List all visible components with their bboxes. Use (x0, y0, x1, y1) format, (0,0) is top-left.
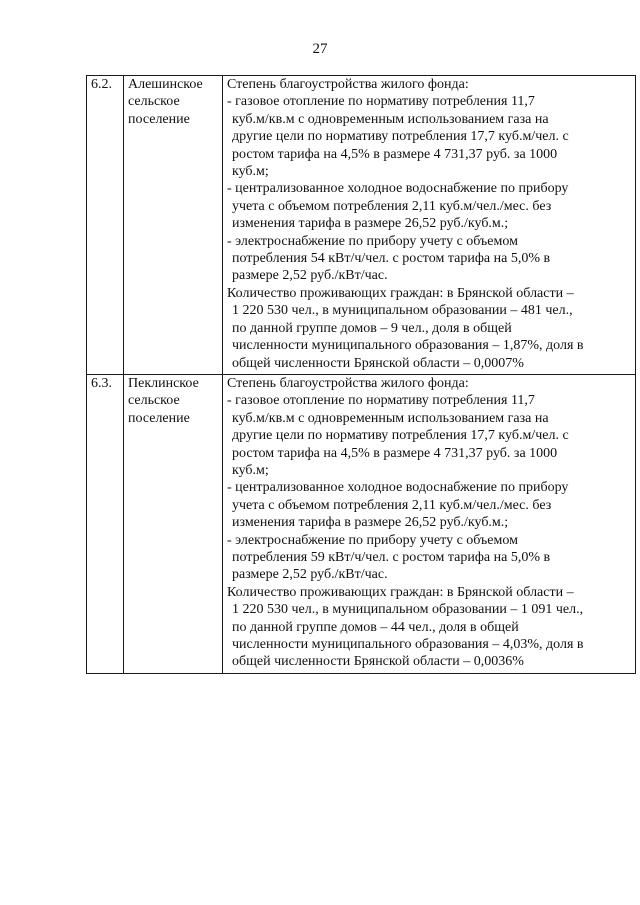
description-line: численности муниципального образования – 1,87%, доля в (232, 338, 584, 354)
description-line: другие цели по нормативу потребления 17,7 куб.м/чел. с (232, 428, 569, 444)
description-line: 1 220 530 чел., в муниципальном образовании – 1 091 чел., (232, 602, 584, 618)
description-line: - централизованное холодное водоснабжение по прибору (227, 181, 569, 197)
description-line: общей численности Брянской области – 0,0036% (232, 654, 524, 670)
description-line: изменения тарифа в размере 26,52 руб./куб.м.; (232, 515, 509, 531)
description-line: - централизованное холодное водоснабжение по прибору (227, 480, 569, 496)
description-line: другие цели по нормативу потребления 17,7 куб.м/чел. с (232, 129, 569, 145)
description-line: - газовое отопление по нормативу потребления 11,7 (227, 393, 535, 409)
description-line: - газовое отопление по нормативу потребления 11,7 (227, 94, 535, 110)
description-line: изменения тарифа в размере 26,52 руб./куб.м.; (232, 216, 509, 232)
settlement-description (223, 374, 636, 673)
table-row (87, 76, 636, 375)
description-line: учета с объемом потребления 2,11 куб.м/чел./мес. без (232, 497, 552, 513)
description-line: Степень благоустройства жилого фонда: (227, 77, 469, 92)
description-line: потребления 54 кВт/ч/чел. с ростом тарифа на 5,0% в (232, 251, 551, 267)
description-line: Количество проживающих граждан: в Брянской области – (227, 285, 574, 301)
description-line: - электроснабжение по прибору учету с объемом (227, 233, 518, 249)
description-line: по данной группе домов – 44 чел., доля в общей (232, 619, 519, 635)
row-number: 6.2. (87, 76, 124, 375)
description-line: куб.м/кв.м с одновременным использованием газа на (232, 410, 549, 426)
description-line: 1 220 530 чел., в муниципальном образовании – 481 чел., (232, 303, 573, 319)
data-table (86, 75, 636, 674)
settlement-name-line: сельское (128, 393, 180, 409)
description-line: Количество проживающих граждан: в Брянской области – (227, 584, 574, 600)
settlement-name-line: Пеклинское (128, 375, 199, 391)
description-line: куб.м; (232, 462, 269, 478)
description-line: куб.м/кв.м с одновременным использованием газа на (232, 111, 549, 127)
settlement-name-line: сельское (128, 94, 180, 110)
description-line: размере 2,52 руб./кВт/час. (232, 567, 388, 583)
description-line: размере 2,52 руб./кВт/час. (232, 268, 388, 284)
description-line: куб.м; (232, 164, 269, 180)
description-line: потребления 59 кВт/ч/чел. с ростом тарифа на 5,0% в (232, 549, 551, 565)
description-line: общей численности Брянской области – 0,0007% (232, 355, 524, 371)
table-body (87, 76, 636, 674)
description-line: Степень благоустройства жилого фонда: (227, 375, 469, 391)
settlement-name (124, 76, 223, 375)
description-line: учета с объемом потребления 2,11 куб.м/чел./мес. без (232, 198, 552, 214)
description-line: - электроснабжение по прибору учету с объемом (227, 532, 518, 548)
page-number: 27 (312, 41, 328, 57)
settlement-name-line: поселение (128, 410, 190, 426)
row-number: 6.3. (87, 374, 124, 673)
description-line: ростом тарифа на 4,5% в размере 4 731,37 руб. за 1000 (232, 445, 558, 461)
description-line: ростом тарифа на 4,5% в размере 4 731,37 руб. за 1000 (232, 146, 558, 162)
table-row (87, 374, 636, 673)
settlement-name-line: Алешинское (128, 77, 203, 92)
settlement-name (124, 374, 223, 673)
settlement-name-line: поселение (128, 111, 190, 127)
description-line: по данной группе домов – 9 чел., доля в общей (232, 320, 512, 336)
settlement-description (223, 76, 636, 375)
description-line: численности муниципального образования – 4,03%, доля в (232, 637, 584, 652)
